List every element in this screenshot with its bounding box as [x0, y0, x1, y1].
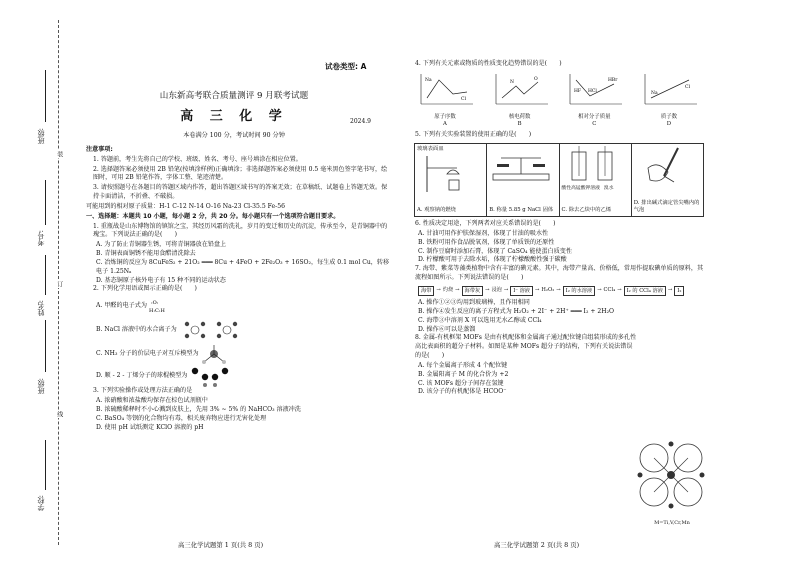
flow-arrow-icon: → [556, 287, 561, 294]
mof-caption: M=Ti,V,Cr,Mn [654, 519, 690, 526]
kmno4-label: 酸性高锰酸钾溶液 [561, 185, 600, 191]
name-line[interactable] [45, 255, 46, 295]
flow-op-h2o2: H₂O₂ [541, 287, 555, 294]
q3-option-b[interactable]: B. 浓硫酸稀释时不小心溅到皮肤上，先用 3% ~ 5% 的 NaHCO₃ 溶液冲洗 [96, 405, 301, 413]
q8-option-b[interactable]: B. 金属阳离子 M 的化合价为 +2 [418, 370, 509, 378]
q1-option-c[interactable]: C. 冶炼铜的反应为 8CuFeS₂ + 21O₂ ═══ 8Cu + 4FeO + 2Fe₂O₃ + 16SO₂，每生成 0.1 mol Cu，转移电子 1.25Nₐ [96, 258, 390, 275]
q8-option-c[interactable]: C. 该 MOFs 超分子间存在氢键 [418, 379, 504, 387]
q3-option-a[interactable]: A. 浓硝酸和浓盐酸均保存在棕色试剂瓶中 [96, 397, 208, 405]
school-line[interactable] [45, 440, 46, 490]
graph-a-p1: Na [425, 77, 432, 83]
question-7-stem: 7. 海带、紫菜等藻类植物中含有丰富的碘元素。其中，海带产量高、价格低，常用作提取碘单质的原料，其流程如图所示。下列说法错误的是( ) [415, 265, 704, 282]
graph-b-label: B [517, 121, 522, 128]
graph-a-label: A [443, 121, 447, 128]
q2-option-c[interactable] [86, 343, 392, 365]
question-6-stem: 6. 性质决定用途，下列两者对应关系错误的是( ) [415, 220, 556, 228]
sodium-burning-icon [417, 154, 477, 194]
grade-line[interactable] [45, 70, 46, 122]
flow-arrow-icon: → [455, 287, 460, 294]
q2-option-a[interactable] [86, 295, 392, 317]
atomic-masses: 可能用到的相对原子质量：H-1 C-12 N-14 O-16 Na-23 Cl-35.5 Fe-56 [86, 202, 285, 210]
q6-option-d[interactable]: D. 柠檬酸可用于去除水垢，体现了柠檬酸酸性强于碳酸 [418, 256, 567, 264]
flow-arrow-icon: → [597, 287, 602, 294]
graph-d-xlabel: 质子数 [660, 113, 678, 120]
graph-d-p1: Na [650, 90, 658, 96]
q1-option-b[interactable]: B. 青铜表面铜锈不能用食醋清洗除去 [96, 250, 196, 258]
flow-arrow-icon: → [535, 287, 540, 294]
binding-tag-2: 订 [55, 281, 63, 287]
name-label: 姓名: [37, 300, 45, 317]
graph-d-p2: Cl [684, 84, 690, 90]
q2-option-d-label: D. 顺 - 2 - 丁烯分子的球棍模型为 [96, 371, 188, 379]
q4-graph-c[interactable] [561, 72, 627, 129]
q8-option-a[interactable]: A. 每个金属离子形成 4 个配位键 [418, 361, 508, 369]
graph-d-label: D [666, 121, 672, 128]
flow-arrow-icon: → [485, 287, 490, 294]
flow-step-ash: 海带灰 [462, 286, 484, 296]
graph-a-p2: Cl [461, 96, 466, 102]
q4-graph-d[interactable] [636, 72, 702, 129]
q2-option-a-label: A. 甲醛的电子式为 [96, 301, 147, 309]
svg-text::O:: :O: [150, 300, 159, 307]
flow-arrow-icon: → [436, 287, 441, 294]
footer-right: 高三化学试题第 2 页(共 8 页) [494, 541, 580, 549]
balance-icon [489, 146, 553, 186]
q6-option-c[interactable]: C. 制作豆腐时添加石膏，体现了 CaSO₄ 能使蛋白质变性 [418, 247, 572, 255]
q5-caption-a: A. 观察钠的燃烧 [417, 207, 456, 214]
flow-arrow-icon: → [617, 287, 622, 294]
q5-option-a[interactable] [415, 144, 487, 216]
q6-option-a[interactable]: A. 甘油可用作护肤保湿剂，体现了甘油的吸水性 [418, 229, 549, 237]
graph-d-icon [639, 72, 699, 110]
notes-heading: 注意事项: [86, 146, 113, 153]
exam-date: 2024.9 [350, 118, 371, 125]
q2-option-c-label: C. NH₃ 分子的价层电子对互斥模型为 [96, 349, 199, 357]
question-1-stem: 1. 重瓶战是山东博物馆的镇馆之宝，其经历风霜的洗礼，岁月的变迁和历史的沉淀，传承至今，是青铜器中的瑰宝。下列说法正确的是( ) [93, 222, 388, 239]
graph-a-icon [415, 72, 475, 110]
q4-graphs [412, 72, 702, 129]
graph-c-p2: HBr [608, 77, 618, 83]
graph-b-xlabel: 核电荷数 [508, 113, 531, 120]
wash-bottles-icon [562, 146, 626, 182]
graph-a-xlabel: 原子序数 [434, 113, 456, 120]
flow-step-iodide: I⁻ 溶液 [510, 286, 533, 296]
watch-glass-label: 玻璃表面皿 [417, 146, 444, 153]
q8-option-d[interactable]: D. 该分子的有机配体是 HCOO⁻ [418, 388, 507, 396]
q7-option-c[interactable]: C. 海带③中溶剂 X 可以选用无水乙醇或 CCl₄ [418, 316, 542, 324]
graph-c-label: C [592, 121, 597, 128]
q5-option-c[interactable] [560, 144, 632, 216]
flow-step-iodine: I₂ [674, 286, 684, 296]
q5-caption-d: D. 排出碱式滴定管尖嘴内的气泡 [633, 200, 700, 214]
q4-graph-a[interactable] [412, 72, 478, 129]
q5-apparatus-table [414, 143, 704, 217]
mof-structure-icon [632, 436, 712, 516]
q2-option-b[interactable] [86, 317, 392, 343]
exam-no-label: 考号: [37, 230, 45, 247]
q7-option-a[interactable]: A. 操作①②③均用到玻璃棒，且作用相同 [418, 299, 530, 307]
q1-option-a[interactable]: A. 为了防止青铜器生锈，可将青铜器放在铅盘上 [96, 241, 227, 249]
q2-option-b-label: B. NaCl 溶液中的水合离子为 [96, 325, 177, 333]
note-item: 2. 选择题答案必须使用 2B 铅笔(按填涂样例)正确填涂；非选择题答案必须使用 0.5 毫米黑色签字笔书写，绘图时，可用 2B 铅笔作答，字体工整、笔迹清楚。 [93, 165, 388, 182]
flow-arrow-icon: → [503, 287, 509, 294]
bromine-water-label: 溴水 [603, 185, 614, 191]
left-column [86, 146, 392, 432]
graph-c-p1: HCl [588, 88, 598, 94]
q1-option-d[interactable]: D. 基态铜原子核外电子有 15 种不同的运动状态 [96, 276, 226, 284]
vsepr-model-icon [199, 343, 229, 365]
subject-title: 高 三 化 学 [180, 109, 288, 124]
section1-heading: 一、选择题：本题共 10 小题，每小题 2 分，共 20 分。每小题只有一个选项符合题目要求。 [86, 212, 340, 220]
svg-text:H:C:H: H:C:H [148, 308, 165, 315]
hydrated-ion-icon [177, 318, 247, 342]
grade-label: 班级: [37, 128, 45, 145]
class-label: 班级: [37, 378, 45, 395]
q7-option-b[interactable]: B. 操作④发生反应的离子方程式为 H₂O₂ + 2I⁻ + 2H⁺ ═══ I₂ + 2H₂O [418, 308, 615, 315]
graph-c-p3: HF [574, 88, 582, 94]
formaldehyde-electron-dot-icon [147, 296, 177, 316]
question-3-stem: 3. 下列实验操作或处理方法正确的是 [93, 387, 193, 395]
school-label: 学校: [37, 495, 45, 512]
graph-c-icon [564, 72, 624, 110]
q5-caption-b: B. 称量 5.85 g NaCl 固体 [489, 207, 554, 214]
class-line[interactable] [45, 320, 46, 372]
q2-option-d[interactable] [86, 365, 392, 387]
graph-c-xlabel: 相对分子质量 [578, 113, 611, 120]
right-column [408, 60, 708, 397]
flow-op-burn: 灼烧 [442, 287, 454, 294]
footer-left: 高三化学试题第 1 页(共 8 页) [178, 541, 264, 549]
question-4-stem: 4. 下列有关元素或物质的性质变化趋势错误的是( ) [415, 60, 562, 67]
score-info: 本卷满分 100 分，考试时间 90 分钟 [183, 132, 285, 139]
graph-b-icon [490, 72, 550, 110]
q5-option-d[interactable] [632, 144, 703, 216]
org-title: 山东新高考联合质量测评 9 月联考试题 [159, 91, 309, 101]
note-item: 1. 答题前，考生先将自己的学校、班级、姓名、考号、座号填涂在相应位置。 [93, 155, 302, 163]
binding-margin [0, 0, 70, 562]
exam-no-line[interactable] [45, 180, 46, 225]
q7-option-d[interactable]: D. 操作⑥可以是蒸馏 [418, 325, 476, 333]
question-2-stem: 2. 下列化学用语或图示正确的是( ) [93, 285, 197, 293]
q3-option-d[interactable]: D. 使用 pH 试纸测定 KClO 溶液的 pH [96, 423, 204, 431]
note-item: 3. 请按照题号在各题目的答题区域内作答，超出答题区域书写的答案无效；在草稿纸、试题卷上答题无效。保持卡面清洁，不折叠、不破损。 [93, 184, 388, 201]
flow-op-soak: 浸泡 [491, 287, 502, 294]
flow-step-kelp: 海带 [418, 286, 434, 296]
flow-op-ccl4: CCl₄ [603, 287, 616, 294]
graph-b-p1: N [509, 79, 514, 85]
flow-step-iodine-water: I₂ 的水溶液 [563, 286, 596, 296]
binding-tag-1: 装 [55, 151, 63, 157]
q7-flowchart [418, 286, 708, 296]
q5-option-b[interactable] [487, 144, 559, 216]
flow-arrow-icon: → [667, 287, 673, 294]
flow-step-iodine-ccl4: I₂ 的 CCl₄ 溶液 [624, 286, 666, 296]
mof-structure-figure [632, 436, 712, 526]
graph-b-p2: O [533, 76, 538, 82]
binding-tag-3: 线 [55, 411, 63, 417]
question-8-stem: 8. 金属-有机框架 MOFs 是由有机配体和金属离子通过配位键自组装形成的多孔性高比表面积的超分子材料。如图是某种 MOFs 超分子的结构，下列有关说法错误的是( ) [415, 334, 637, 360]
ball-stick-model-icon [187, 365, 231, 387]
burette-hand-icon [634, 146, 694, 186]
q6-option-b[interactable]: B. 铁粉可用作食品脱氧剂，体现了单质铁的还原性 [418, 238, 555, 246]
paper-type: 试卷类型: A [325, 62, 367, 71]
q3-option-c[interactable]: C. BaSO₄ 等钡的化合物均有毒，相关废弃物应进行无害化处理 [96, 414, 267, 422]
q4-graph-b[interactable] [487, 72, 553, 129]
question-5-stem: 5. 下列有关实验装置的使用正确的是( ) [415, 131, 532, 139]
q5-caption-c: C. 除去乙炔中的乙烯 [561, 207, 612, 214]
